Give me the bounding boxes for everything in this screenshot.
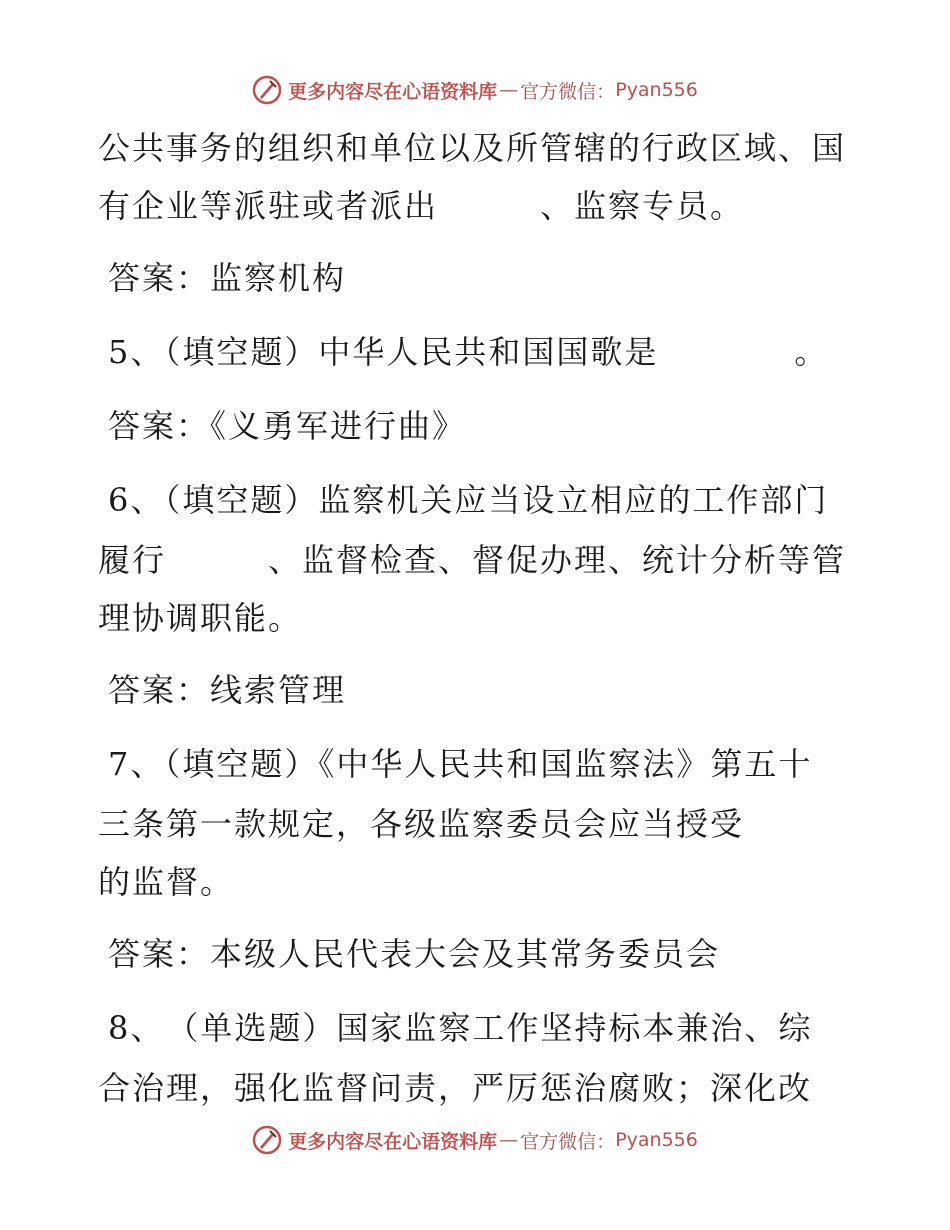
paragraph-line: 有企业等派驻或者派出 、监察专员。: [98, 187, 745, 225]
banner-separator: —: [499, 79, 519, 101]
banner-brand-text: 更多内容尽在心语资料库: [288, 1130, 498, 1153]
answer-line: 答案：线索管理: [108, 671, 347, 709]
answer-line: 答案：监察机构: [108, 259, 347, 297]
footer-watermark-banner: [0, 1120, 950, 1160]
paragraph-line: 理协调职能。: [98, 599, 303, 637]
question-line: 7、（填空题）《中华人民共和国监察法》第五十: [108, 745, 813, 783]
banner-brand-text: 更多内容尽在心语资料库: [288, 80, 498, 103]
question-line: 5、（填空题）中华人民共和国国歌是 。: [108, 333, 829, 371]
paragraph-line: 履行 、监督检查、督促办理、统计分析等管: [98, 541, 847, 579]
banner-official-label: 官方微信：: [520, 1130, 616, 1153]
answer-line: 答案：《义勇军进行曲》: [108, 407, 467, 445]
header-watermark-banner: [0, 70, 950, 110]
quill-logo-icon: [252, 75, 282, 105]
paragraph-line: 的监督。: [98, 863, 235, 901]
quill-logo-icon: [252, 1125, 282, 1155]
question-line: 6、（填空题）监察机关应当设立相应的工作部门: [108, 481, 829, 519]
paragraph-line: 三条第一款规定，各级监察委员会应当授受: [98, 805, 745, 843]
paragraph-line: 公共事务的组织和单位以及所管辖的行政区域、国: [98, 129, 847, 167]
paragraph-line: 合治理，强化监督问责，严厉惩治腐败；深化改: [98, 1069, 813, 1107]
banner-wechat-id: Pyan556: [615, 1129, 698, 1151]
question-line: 8、 （单选题）国家监察工作坚持标本兼治、综: [108, 1009, 813, 1047]
banner-wechat-id: Pyan556: [615, 79, 698, 101]
banner-official-label: 官方微信：: [520, 80, 616, 103]
banner-separator: —: [499, 1129, 519, 1151]
answer-line: 答案：本级人民代表大会及其常务委员会: [108, 935, 721, 973]
